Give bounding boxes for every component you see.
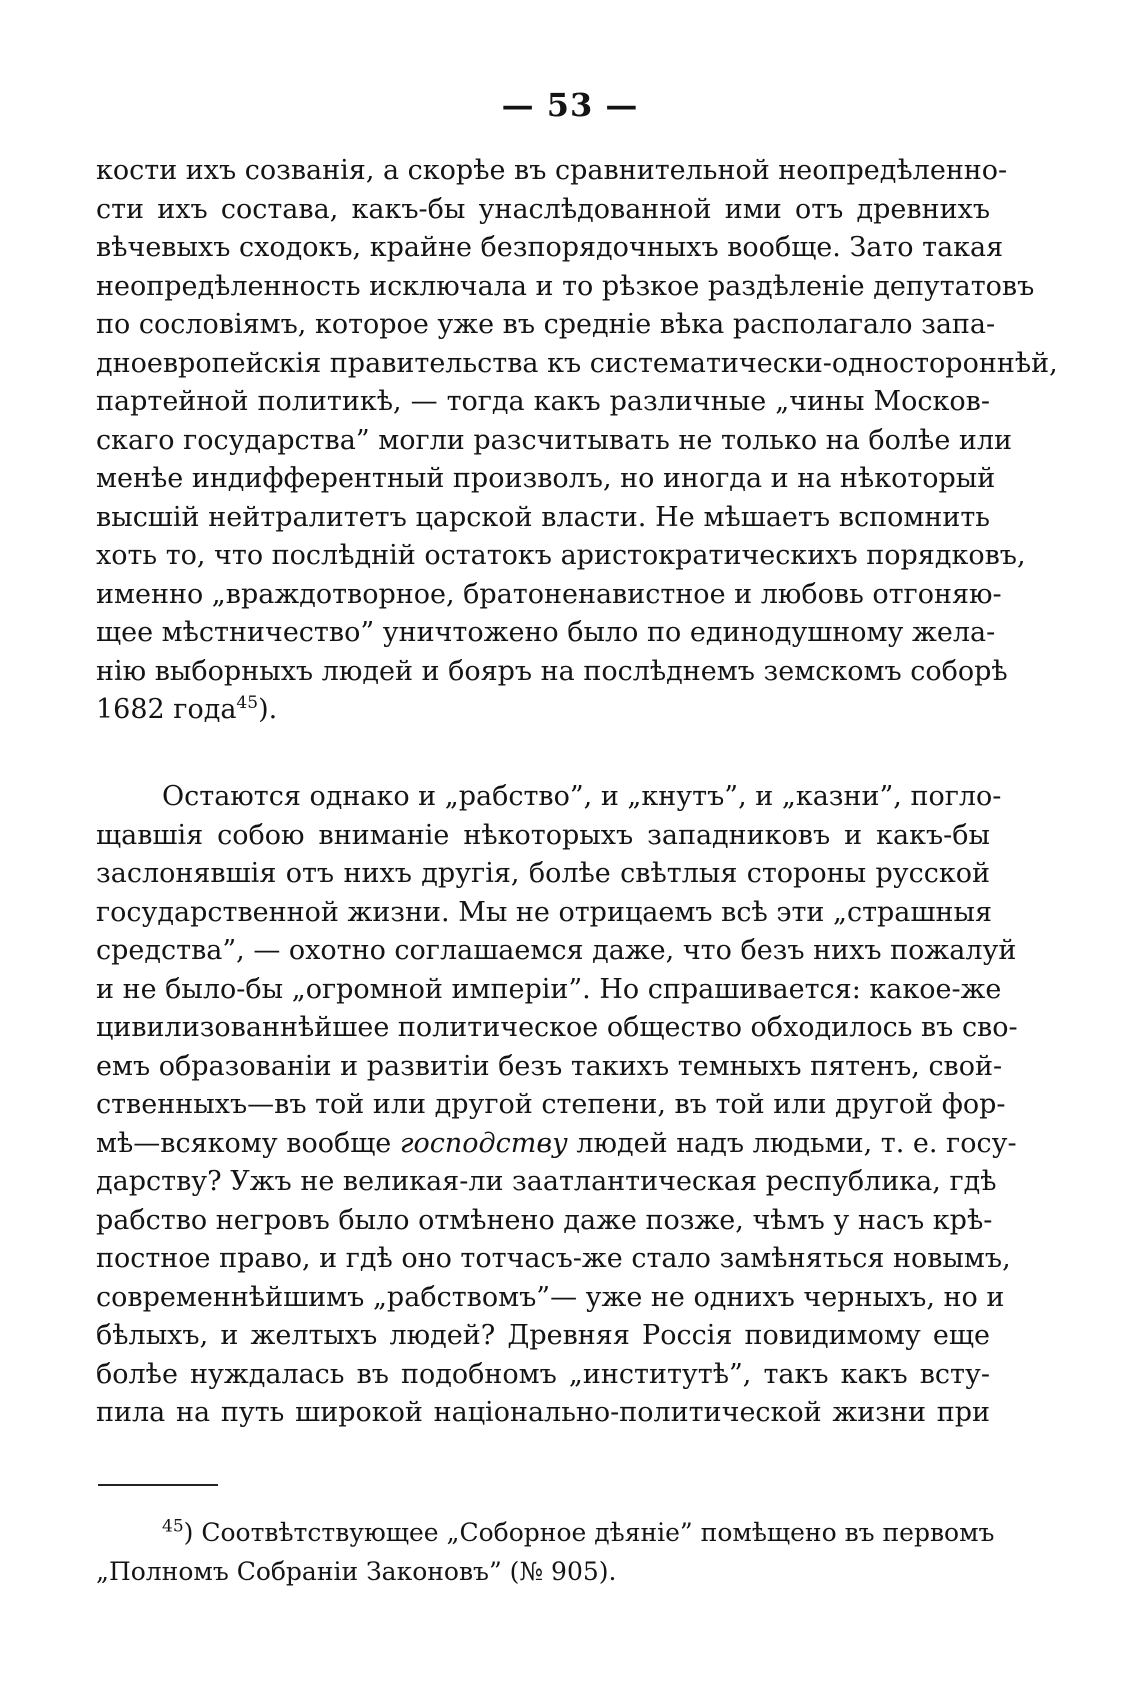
text-line: сти ихъ состава, какъ-бы унаслѣдованной ими отъ древнихъ [96,193,990,225]
text-line: цивилизованнѣйшее политическое общество обходилось въ сво- [96,1012,1018,1043]
text-line: средства”, — охотно соглашаемся даже, что безъ нихъ пожалуй [96,935,1017,966]
text-line: постное право, и гдѣ оно тотчасъ-же стало замѣняться новымъ, [96,1243,1011,1274]
text-line: пила на путь широкой національно-политической жизни при [96,1397,990,1428]
text-line: партейной политикѣ, — тогда какъ различные „чины Москов- [96,386,990,417]
text-line: нію выборныхъ людей и бояръ на послѣднемъ земскомъ соборѣ [96,655,1008,687]
footnote [96,1515,995,1592]
line-text: мѣ—всякому вообще [96,1127,400,1159]
line-text: 1682 года [96,694,237,725]
text-line: Остаются однако и „рабство”, и „кнутъ”, и „казни”, погло- [162,781,1002,812]
text-line: рабство негровъ было отмѣнено даже позже, чѣмъ у насъ крѣ- [96,1204,993,1236]
text-line [96,691,990,730]
text-line [96,1125,1017,1164]
text-line: хоть то, что послѣдній остатокъ аристократическихъ порядковъ, [96,540,1026,571]
text-line: скаго государства” могли разсчитывать не только на болѣе или [96,424,1013,456]
text-line: неопредѣленность исключала и то рѣзкое раздѣленіе депутатовъ [96,270,1035,302]
text-line: заслонявшія отъ нихъ другія, болѣе свѣтлыя стороны русской [96,858,990,889]
text-line: государственной жизни. Мы не отрицаемъ всѣ эти „страшныя [96,896,993,928]
text-line: менѣе индифферентный произволъ, но иногда и на нѣкоторый [96,463,996,494]
footnote-ref: 45 [236,693,259,713]
text-line: именно „враждотворное, братоненавистное и любовь отгоняю- [96,578,1002,610]
italic-word: господству [399,1127,568,1159]
text-line: кости ихъ созванія, а скорѣе въ сравнительной неопредѣленно- [96,155,1008,186]
footnote-divider [98,1484,218,1486]
text-line: болѣе нуждалась въ подобномъ „институтѣ”, такъ какъ всту- [96,1358,990,1390]
footnote-line: „Полномъ Собраніи Законовъ” (№ 905). [96,1556,617,1586]
paragraph-2 [96,778,1018,1433]
text-line: и не было-бы „огромной имперіи”. Но спрашивается: какое-же [96,973,1002,1005]
text-line: щее мѣстничество” уничтожено было по единодушному жела- [96,617,996,648]
footnote-marker: 45 [162,1516,184,1537]
text-line: емъ образованіи и развитіи безъ такихъ темныхъ пятенъ, свой- [96,1050,1003,1082]
page-number: — 53 — [501,86,639,124]
text-line: высшій нейтралитетъ царской власти. Не мѣшаетъ вспомнить [96,501,990,533]
text-line: щавшія собою вниманіе нѣкоторыхъ западниковъ и какъ-бы [96,819,990,851]
text-line: бѣлыхъ, и желтыхъ людей? Древняя Россія повидимому еще [96,1320,990,1351]
text-line: дноевропейскія правительства къ систематически-одностороннѣй, [96,347,1058,379]
line-text: людей надъ людьми, т. е. госу- [567,1127,1017,1159]
text-line: ственныхъ—въ той или другой степени, въ той или другой фор- [96,1089,1006,1120]
text-line: по сословіямъ, которое уже въ средніе вѣка располагало запа- [96,309,996,340]
text-line: современнѣйшимъ „рабствомъ”— уже не однихъ черныхъ, но и [96,1281,1005,1313]
paragraph-1 [96,152,1058,730]
line-text: ). [258,694,278,725]
footnote-line [96,1515,995,1554]
text-line: дарству? Ужъ не великая-ли заатлантическая республика, гдѣ [96,1166,997,1197]
text-line: вѣчевыхъ сходокъ, крайне безпорядочныхъ вообще. Зато такая [96,232,1004,263]
footnote-text: ) Соотвѣтствующее „Соборное дѣяніе” помѣщено въ первомъ [183,1518,995,1547]
